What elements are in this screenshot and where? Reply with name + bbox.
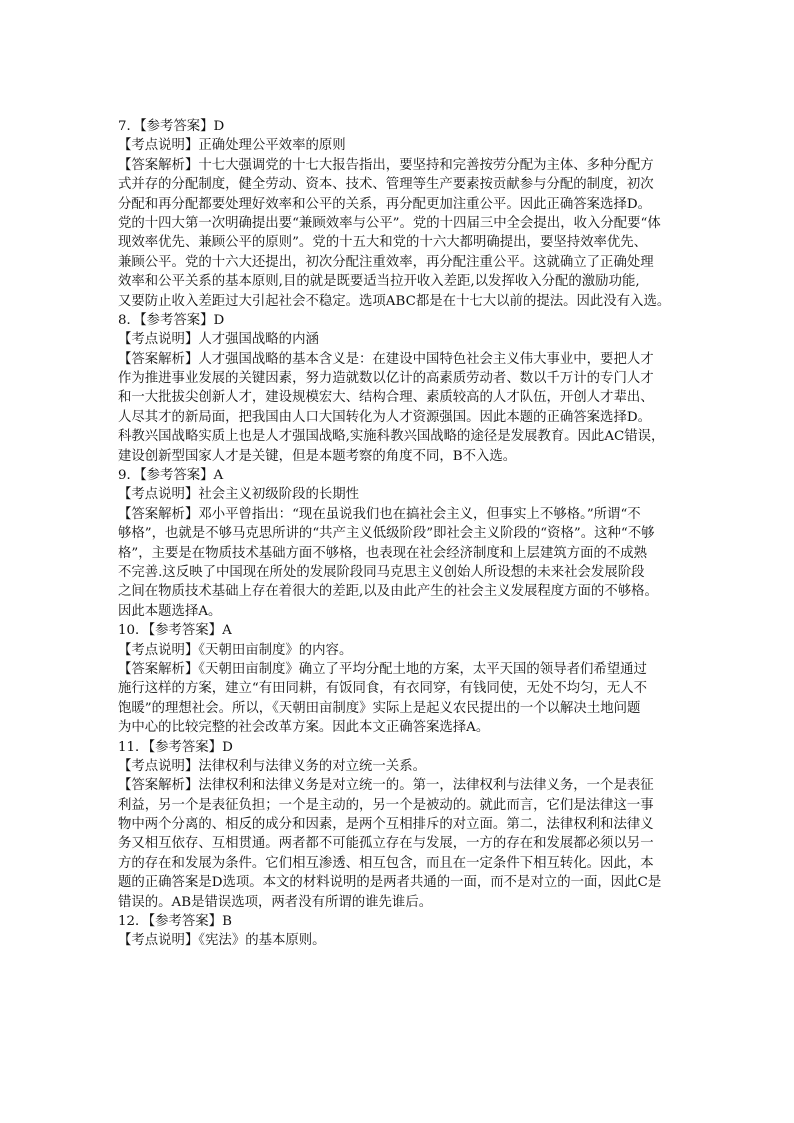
question-11-analysis-line: 物中两个分离的、相反的成分和因素，是两个互相排斥的对立面。第二，法律权利和法律义 — [118, 817, 654, 833]
question-7-answer: 7．【参考答案】D — [118, 119, 225, 134]
question-8-analysis-line: 人尽其才的新局面，把我国由人口大国转化为人才资源强国。因此本题的正确答案选择D。 — [118, 409, 651, 425]
question-7-analysis-line: 兼顾公平。党的十六大还提出，初次分配注重效率，再分配注重公平。这就确立了正确处理 — [118, 254, 654, 270]
question-9-analysis-line: 因此本题选择A。 — [118, 603, 222, 619]
question-10-analysis-line: 施行这样的方案，建立“有田同耕，有饭同食，有衣同穿，有钱同使，无处不均匀，无人不 — [118, 681, 648, 697]
question-10-analysis-line: 饱暖”的理想社会。所以，《天朝田亩制度》实际上是起义农民提出的一个以解决土地问题 — [118, 700, 641, 716]
question-7-analysis-line: 又要防止收入差距过大引起社会不稳定。选项ABC都是在十七大以前的提法。因此没有入选。 — [118, 293, 671, 309]
question-8-analysis-line: 作为推进事业发展的关键因素，努力造就数以亿计的高素质劳动者、数以千万计的专门人才 — [118, 371, 654, 387]
question-10-topic: 【考点说明】《天朝田亩制度》的内容。 — [118, 642, 353, 658]
question-7-analysis-line: 现效率优先、兼顾公平的原则”。党的十五大和党的十六大都明确提出，要坚持效率优先、 — [118, 235, 648, 251]
question-7-analysis-line: 分配和再分配都要处理好效率和公平的关系，再分配更加注重公平。因此正确答案选择D。 — [118, 196, 651, 212]
question-12-answer: 12．【参考答案】B — [118, 914, 232, 930]
question-8-analysis-line: 科教兴国战略实质上也是人才强国战略,实施科教兴国战略的途径是发展教育。因此AC错误， — [118, 429, 665, 445]
question-10-answer: 10．【参考答案】A — [118, 623, 232, 639]
question-9-analysis-line: 【答案解析】邓小平曾指出：“现在虽说我们也在搞社会主义，但事实上不够格。”所谓“不 — [118, 506, 641, 522]
question-11-analysis-line: 题的正确答案是D选项。本文的材料说明的是两者共通的一面，而不是对立的一面，因此C是 — [118, 875, 662, 891]
question-11-analysis-line: 务又相互依存、互相贯通。两者都不可能孤立存在与发展，一方的存在和发展都必须以另一 — [118, 836, 654, 852]
question-9-analysis-line: 不完善.这反映了中国现在所处的发展阶段同马克思主义创始人所设想的未来社会发展阶段 — [118, 564, 645, 580]
question-8-topic: 【考点说明】人才强国战略的内涵 — [118, 332, 319, 348]
question-8-analysis-line: 和一大批拔尖创新人才，建设规模宏大、结构合理、素质较高的人才队伍，开创人才辈出、 — [118, 390, 654, 406]
question-7-analysis-line: 【答案解析】十七大强调党的十七大报告指出，要坚持和完善按劳分配为主体、多种分配方 — [118, 157, 654, 173]
answer-explanations — [118, 117, 686, 951]
question-9-analysis-line: 够格”，也就是不够马克思所讲的“共产主义低级阶段”即社会主义阶段的“资格”。这种“不够 — [118, 526, 655, 542]
question-7-analysis-line: 效率和公平关系的基本原则,目的就是既要适当拉开收入差距,以发挥收入分配的激励功能, — [118, 274, 640, 290]
question-9-analysis-line: 格”，主要是在物质技术基础方面不够格，也表现在社会经济制度和上层建筑方面的不成熟 — [118, 545, 648, 561]
question-11-analysis-line: 【答案解析】法律权利和法律义务是对立统一的。第一，法律权利与法律义务，一个是表征 — [118, 778, 654, 794]
question-11-analysis-line: 方的存在和发展为条件。它们相互渗透、相互包含，而且在一定条件下相互转化。因此，本 — [118, 855, 654, 871]
question-12-topic: 【考点说明】《宪法》的基本原则。 — [118, 933, 326, 949]
question-11-analysis-line: 利益，另一个是表征负担；一个是主动的，另一个是被动的。就此而言，它们是法律这一事 — [118, 797, 654, 813]
question-8-analysis-line: 【答案解析】人才强国战略的基本含义是：在建设中国特色社会主义伟大事业中，要把人才 — [118, 351, 654, 367]
question-10-analysis-line: 【答案解析】《天朝田亩制度》确立了平均分配土地的方案，太平天国的领导者们希望通过 — [118, 661, 647, 677]
question-8-analysis-line: 建设创新型国家人才是关键，但是本题考察的角度不同，B不入选。 — [118, 448, 517, 464]
question-9-answer: 9．【参考答案】A — [118, 468, 224, 484]
question-7-topic: 【考点说明】正确处理公平效率的原则 — [118, 138, 346, 154]
question-7-analysis-line: 党的十四大第一次明确提出要“兼顾效率与公平”。党的十四届三中全会提出，收入分配要“体 — [118, 215, 661, 231]
question-8-answer: 8．【参考答案】D — [118, 312, 225, 328]
question-10-analysis-line: 为中心的比较完整的社会改革方案。因此本文正确答案选择A。 — [118, 720, 490, 736]
question-9-analysis-line: 之间在物质技术基础上存在着很大的差距,以及由此产生的社会主义发展程度方面的不够格。 — [118, 584, 658, 600]
question-11-topic: 【考点说明】法律权利与法律义务的对立统一关系。 — [118, 758, 426, 774]
question-7-analysis-line: 式并存的分配制度，健全劳动、资本、技术、管理等生产要素按贡献参与分配的制度，初次 — [118, 177, 654, 193]
question-9-topic: 【考点说明】社会主义初级阶段的长期性 — [118, 487, 360, 503]
question-11-answer: 11．【参考答案】D — [118, 739, 233, 755]
question-11-analysis-line: 错误的。AB是错误选项，两者没有所谓的谁先谁后。 — [118, 894, 433, 910]
